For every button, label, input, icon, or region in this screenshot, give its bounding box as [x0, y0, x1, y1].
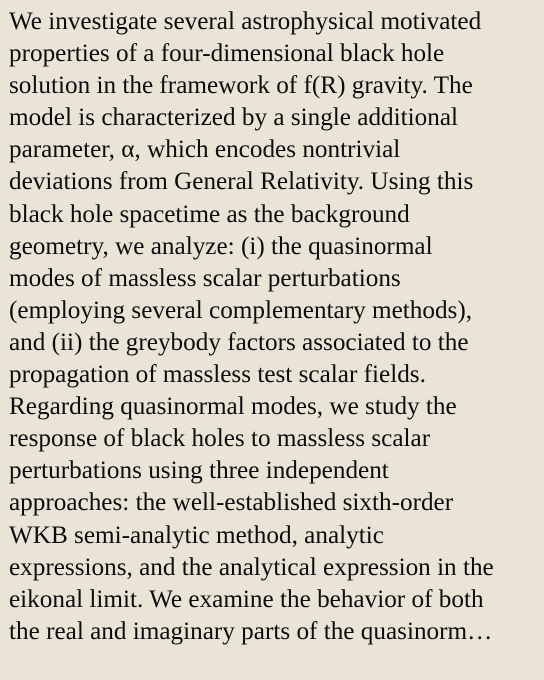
abstract-line: properties of a four-dimensional black hole	[9, 40, 445, 68]
abstract-line: (employing several complementary methods),	[9, 296, 473, 324]
abstract-line: geometry, we analyze: (i) the quasinormal	[9, 232, 433, 260]
abstract-line: black hole spacetime as the background	[9, 200, 410, 228]
abstract-line: perturbations using three independent	[9, 457, 389, 485]
abstract-line: WKB semi-analytic method, analytic	[9, 521, 384, 549]
abstract-text	[9, 6, 542, 648]
abstract-line: modes of massless scalar perturbations	[9, 264, 401, 292]
abstract-line: response of black holes to massless scalar	[9, 425, 431, 453]
abstract-line: We investigate several astrophysical motivated	[9, 8, 482, 35]
abstract-line: parameter, α, which encodes nontrivial	[9, 136, 401, 164]
abstract-line: the real and imaginary parts of the quasinorm…	[9, 617, 493, 645]
abstract-line: deviations from General Relativity. Using this	[9, 168, 474, 196]
abstract-line: propagation of massless test scalar fields.	[9, 361, 426, 389]
abstract-line: Regarding quasinormal modes, we study the	[9, 393, 457, 421]
abstract-line: eikonal limit. We examine the behavior of both	[9, 585, 484, 613]
abstract-line: expressions, and the analytical expression in the	[9, 553, 494, 581]
abstract-line: solution in the framework of f(R) gravity. The	[9, 72, 473, 100]
abstract-line: approaches: the well-established sixth-order	[9, 489, 454, 517]
abstract-line: model is characterized by a single additional	[9, 104, 459, 132]
abstract-line: and (ii) the greybody factors associated to the	[9, 328, 469, 356]
